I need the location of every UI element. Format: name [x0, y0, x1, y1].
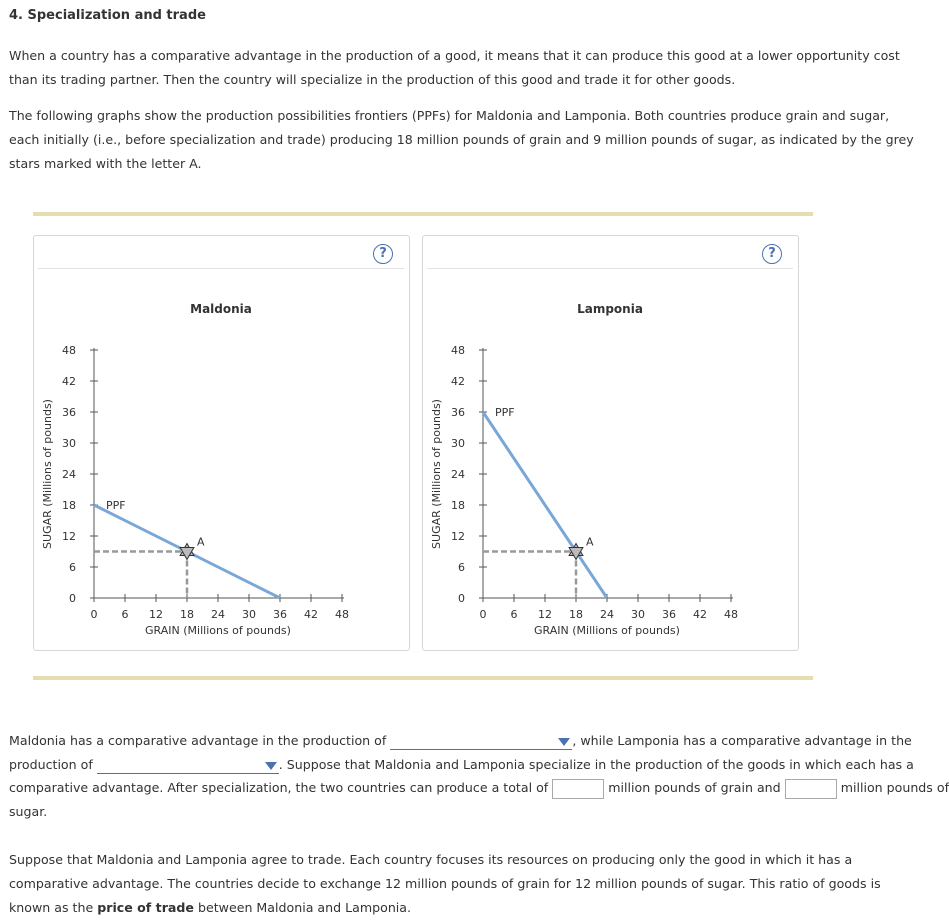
y-tick-label: 12	[62, 530, 76, 543]
x-tick-label: 42	[693, 608, 707, 621]
y-tick-label: 42	[451, 375, 465, 388]
y-tick-label: 0	[458, 592, 465, 605]
q1-text-8: sugar.	[9, 803, 48, 819]
price-of-trade-term: price of trade	[97, 900, 194, 915]
x-tick-label: 0	[90, 608, 98, 621]
x-tick-label: 36	[273, 608, 287, 621]
y-axis-label: SUGAR (Millions of pounds)	[430, 399, 443, 549]
comparative-advantage-question	[9, 729, 949, 823]
y-tick-label: 18	[451, 499, 465, 512]
y-tick-label: 6	[458, 561, 465, 574]
x-tick-label: 30	[631, 608, 645, 621]
q2-text-1: Suppose that Maldonia and Lamponia agree to trade. Each country focuses its resources on producing only the good in which it has a comparative advantage. The countries decide to exchange 12 million pounds of grain for 12 million pounds of sugar. This ratio of goods is known as the	[9, 852, 881, 915]
top-divider	[33, 212, 813, 216]
total-sugar-input[interactable]	[785, 779, 837, 799]
y-tick-label: 36	[62, 406, 76, 419]
lamponia-advantage-dropdown[interactable]	[97, 757, 279, 774]
chart-title: Maldonia	[190, 302, 252, 316]
x-tick-label: 12	[538, 608, 552, 621]
y-tick-label: 18	[62, 499, 76, 512]
point-a-label: A	[586, 535, 594, 549]
y-tick-label: 30	[451, 437, 465, 450]
y-tick-label: 24	[451, 468, 465, 481]
x-tick-label: 48	[724, 608, 738, 621]
intro-paragraph-2: The following graphs show the production possibilities frontiers (PPFs) for Maldonia and Lamponia. Both countries produce grain and sugar, each initially (i.e., before specialization and trade) producing 18 million pounds of grain and 9 million pounds of sugar, as indicated by the grey stars marked with the letter A.	[9, 108, 914, 171]
x-tick-label: 48	[335, 608, 349, 621]
x-tick-label: 12	[149, 608, 163, 621]
q1-text-2: , while Lamponia has a comparative advantage in the	[572, 733, 912, 748]
x-tick-label: 6	[121, 608, 129, 621]
x-tick-label: 6	[510, 608, 518, 621]
chart-title: Lamponia	[577, 302, 643, 316]
q1-text-3: production of	[9, 756, 93, 772]
q2-text-2: between Maldonia and Lamponia.	[193, 900, 412, 915]
x-tick-label: 36	[662, 608, 676, 621]
x-tick-label: 18	[180, 608, 194, 621]
lamponia-chart	[422, 235, 797, 649]
y-tick-label: 30	[62, 437, 76, 450]
x-tick-label: 24	[211, 608, 225, 621]
y-tick-label: 6	[69, 561, 76, 574]
x-axis-label: GRAIN (Millions of pounds)	[534, 624, 680, 637]
chevron-down-icon	[265, 762, 277, 770]
price-of-trade-paragraph	[9, 848, 914, 920]
section-heading: 4. Specialization and trade	[9, 8, 206, 23]
y-axis-label: SUGAR (Millions of pounds)	[41, 399, 54, 549]
maldonia-chart	[33, 235, 408, 649]
total-grain-input[interactable]	[552, 779, 604, 799]
q1-text-5: comparative advantage. After specialization, the two countries can produce a total of	[9, 780, 549, 795]
x-tick-label: 42	[304, 608, 318, 621]
y-tick-label: 48	[62, 344, 76, 357]
q1-text-6: million pounds of grain and	[608, 780, 781, 795]
maldonia-help-button[interactable]: ?	[373, 244, 393, 264]
chevron-down-icon	[558, 738, 570, 746]
ppf-label: PPF	[106, 499, 126, 512]
point-a-label: A	[197, 535, 205, 549]
y-tick-label: 36	[451, 406, 465, 419]
x-tick-label: 0	[479, 608, 487, 621]
ppf-label: PPF	[495, 406, 515, 419]
x-tick-label: 24	[600, 608, 614, 621]
x-tick-label: 30	[242, 608, 256, 621]
lamponia-help-button[interactable]: ?	[762, 244, 782, 264]
q1-text-1: Maldonia has a comparative advantage in the production of	[9, 733, 387, 748]
ppf-line	[483, 412, 607, 598]
y-tick-label: 42	[62, 375, 76, 388]
y-tick-label: 24	[62, 468, 76, 481]
y-tick-label: 0	[69, 592, 76, 605]
q1-text-4: . Suppose that Maldonia and Lamponia specialize in the production of the goods in which each has a	[278, 756, 914, 772]
bottom-divider	[33, 676, 813, 680]
x-axis-label: GRAIN (Millions of pounds)	[145, 624, 291, 637]
intro-paragraph-1: When a country has a comparative advantage in the production of a good, it means that it can produce this good at a lower opportunity cost than its trading partner. Then the country will specialize in the production of this good and trade it for other goods.	[9, 48, 900, 87]
x-tick-label: 18	[569, 608, 583, 621]
y-tick-label: 12	[451, 530, 465, 543]
maldonia-advantage-dropdown[interactable]	[390, 733, 572, 750]
q1-text-7: million pounds of	[840, 780, 949, 795]
y-tick-label: 48	[451, 344, 465, 357]
